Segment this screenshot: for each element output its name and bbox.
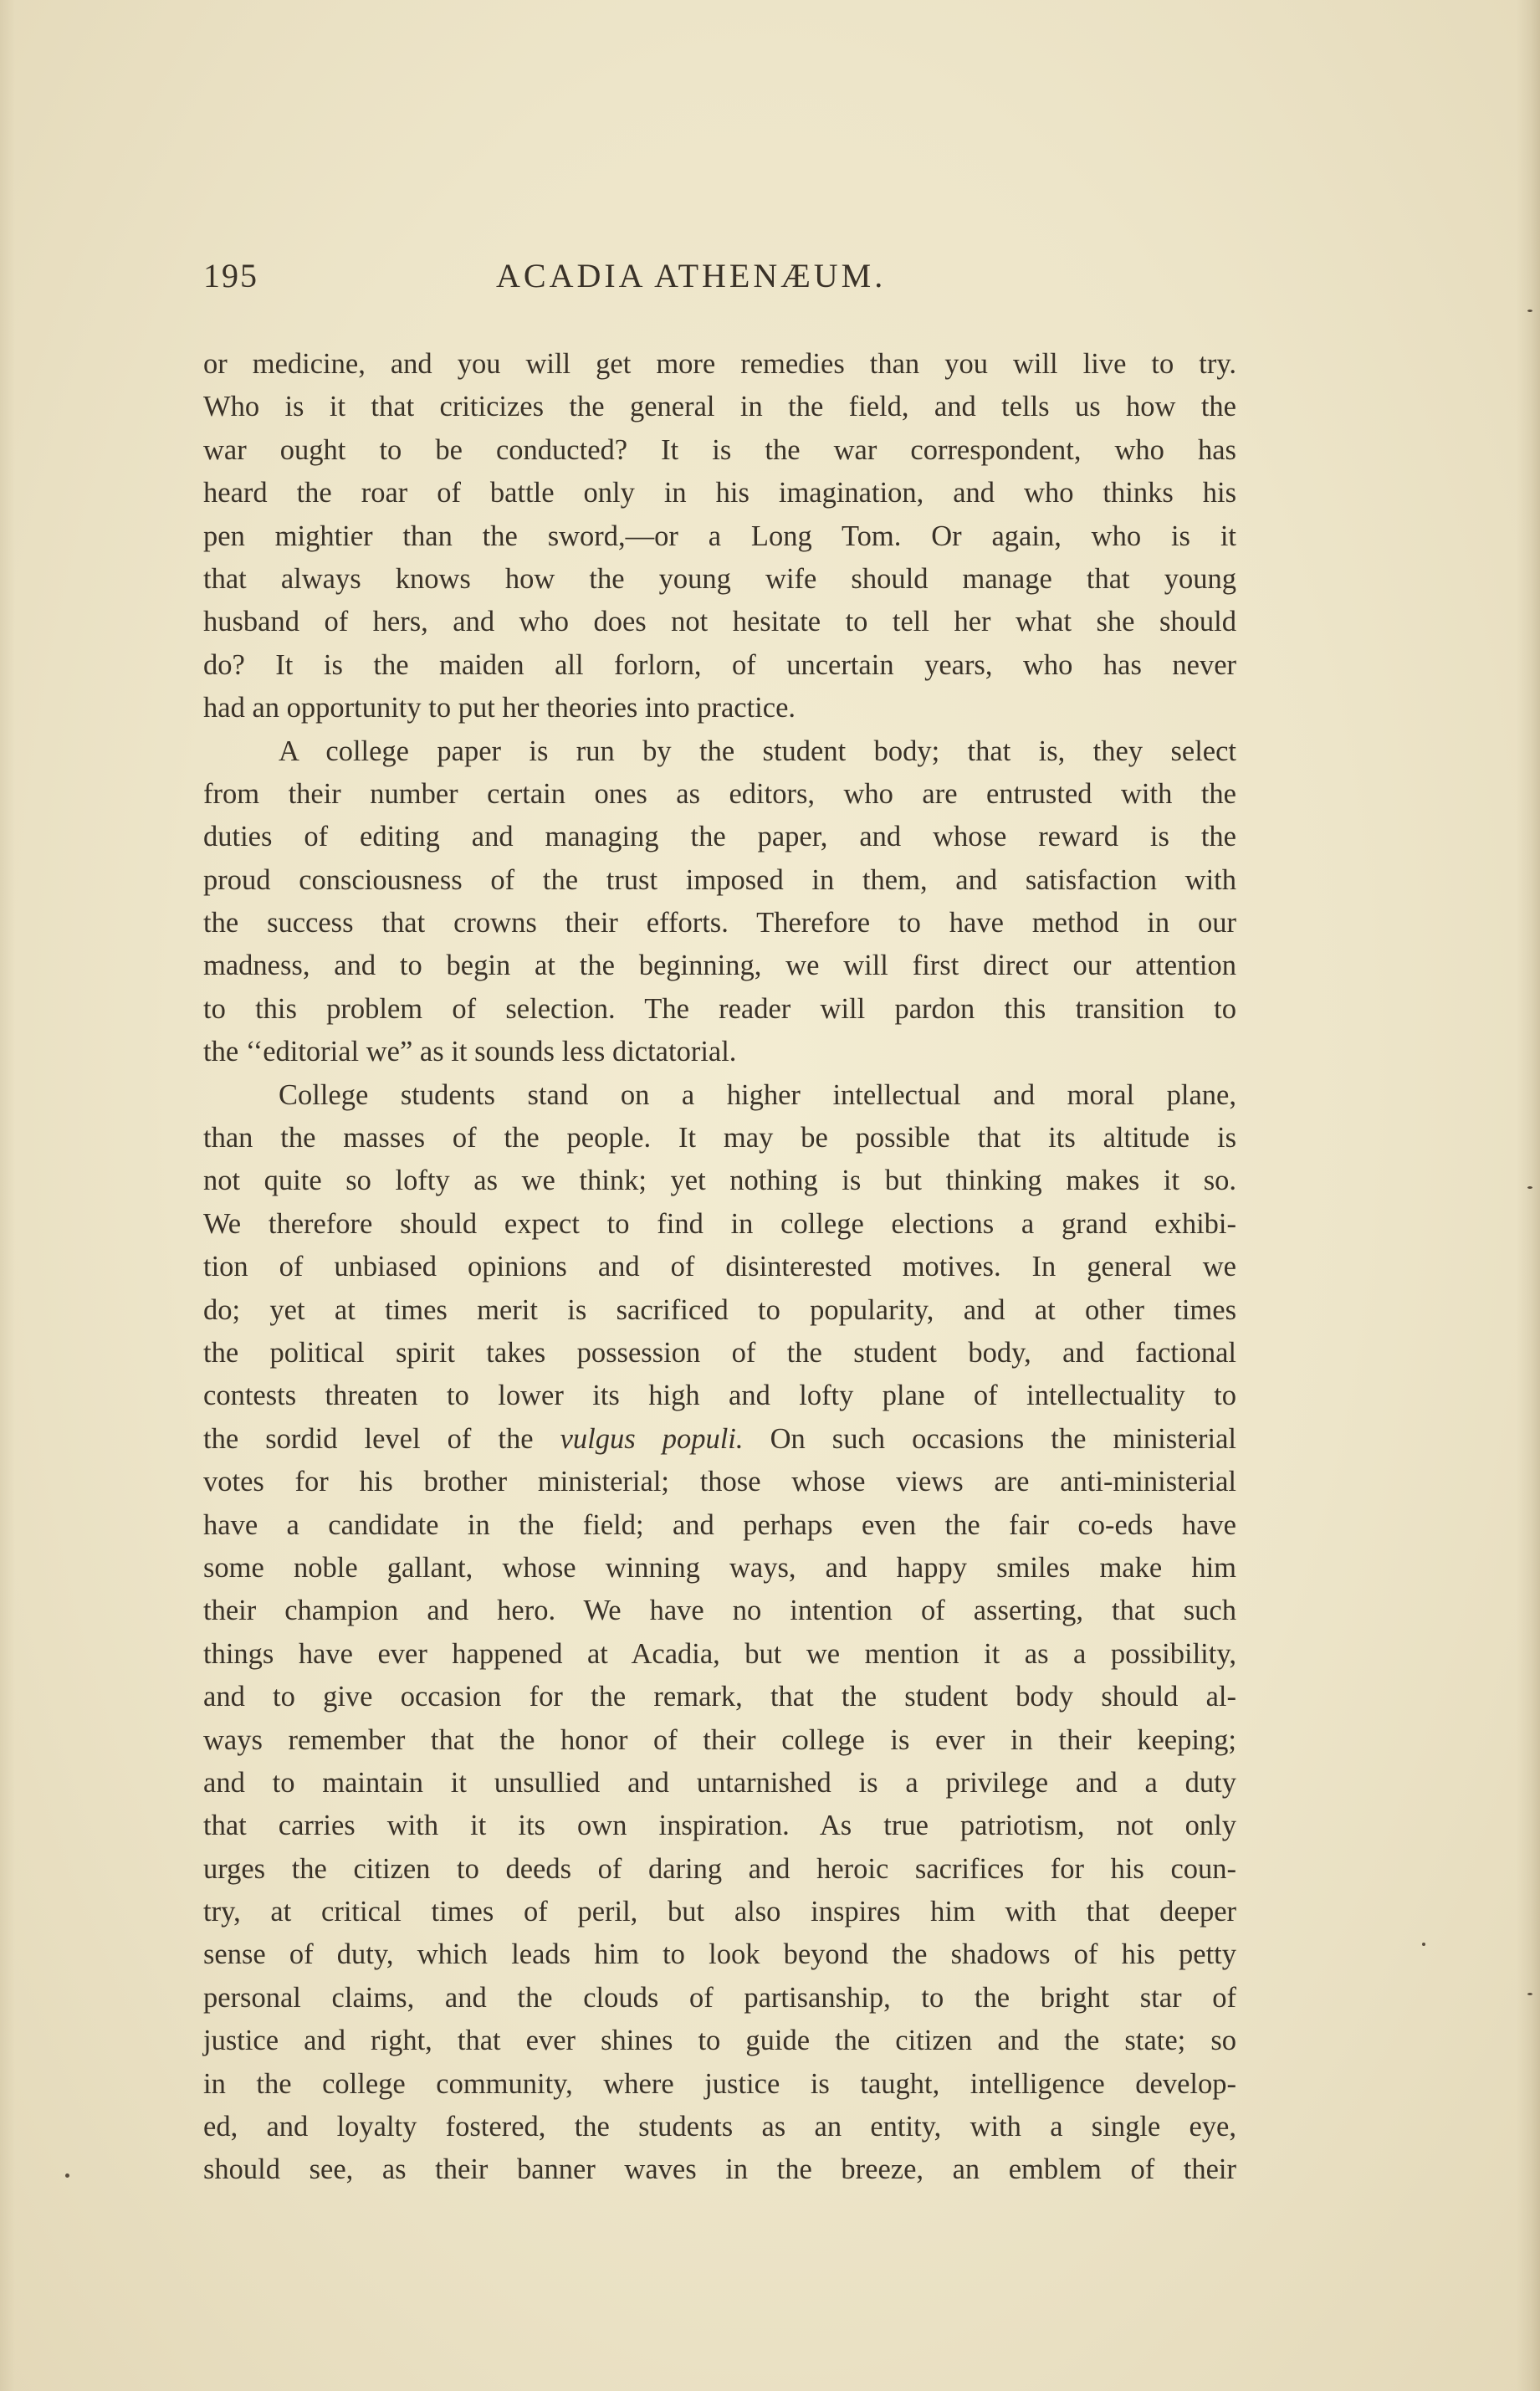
text-line: madness, and to begin at the beginning, we will first direct our attention — [203, 950, 1236, 982]
paper-speck — [1527, 310, 1532, 312]
text-line: proud consciousness of the trust imposed in them, and satisfaction with — [203, 863, 1236, 896]
text-line: in the college community, where justice is taught, intelligence develop- — [203, 2067, 1236, 2100]
running-head — [203, 256, 1257, 306]
page-left-shadow — [0, 0, 15, 2391]
text-line: do; yet at times merit is sacrificed to popularity, and at other times — [203, 1293, 1236, 1326]
text-line: from their number certain ones as editors, who are entrusted with the — [203, 777, 1236, 810]
text-line: votes for his brother ministerial; those whose views are anti-ministerial — [203, 1466, 1236, 1498]
text-line: or medicine, and you will get more remedies than you will live to try. — [203, 348, 1236, 380]
page-number: 195 — [203, 257, 258, 294]
paragraph-first-line: College students stand on a higher intellectual and moral plane, — [279, 1078, 1236, 1111]
text-line: had an opportunity to put her theories into practice. — [203, 692, 796, 724]
text-line: that carries with it its own inspiration. As true patriotism, not only — [203, 1810, 1236, 1842]
text-line: their champion and hero. We have no intention of asserting, that such — [203, 1595, 1236, 1627]
text-line: and to give occasion for the remark, that the student body should al- — [203, 1681, 1236, 1713]
text-line: not quite so lofty as we think; yet nothing is but thinking makes it so. — [203, 1165, 1236, 1197]
text-line: the ‘‘editorial we” as it sounds less dictatorial. — [203, 1036, 737, 1068]
text-line: sense of duty, which leads him to look beyond the shadows of his petty — [203, 1938, 1236, 1971]
paper-speck — [1527, 1993, 1532, 1995]
text-line: husband of hers, and who does not hesitate to tell her what she should — [203, 606, 1236, 638]
text-line: ways remember that the honor of their college is ever in their keeping; — [203, 1723, 1236, 1756]
text-line: try, at critical times of peril, but also inspires him with that deeper — [203, 1896, 1236, 1928]
text-line: that always knows how the young wife should manage that young — [203, 562, 1236, 595]
text-line: heard the roar of battle only in his imagination, and who thinks his — [203, 477, 1236, 509]
italic-latin-phrase: vulgus populi. — [560, 1422, 744, 1455]
text-segment: the sordid level of the — [203, 1422, 534, 1455]
text-line: the political spirit takes possession of the student body, and factional — [203, 1336, 1236, 1369]
text-line: tion of unbiased opinions and of disinterested motives. In general we — [203, 1251, 1236, 1283]
text-line: ed, and loyalty fostered, the students as an entity, with a single eye, — [203, 2111, 1236, 2143]
text-line: justice and right, that ever shines to guide the citizen and the state; so — [203, 2025, 1236, 2057]
text-line: than the masses of the people. It may be possible that its altitude is — [203, 1122, 1236, 1155]
paper-speck — [1422, 1943, 1425, 1946]
text-line: should see, as their banner waves in the breeze, an emblem of their — [203, 2153, 1236, 2186]
text-line: things have ever happened at Acadia, but we mention it as a possibility, — [203, 1637, 1236, 1670]
text-line: and to maintain it unsullied and untarnished is a privilege and a duty — [203, 1766, 1236, 1799]
text-line: contests threaten to lower its high and lofty plane of intellectuality to — [203, 1380, 1236, 1412]
paragraph-first-line: A college paper is run by the student body; that is, they select — [279, 735, 1236, 767]
article-text — [203, 343, 1236, 2192]
text-line: war ought to be conducted? It is the war correspondent, who has — [203, 433, 1236, 466]
text-line: the success that crowns their efforts. Therefore to have method in our — [203, 907, 1236, 940]
text-line: some noble gallant, whose winning ways, and happy smiles make him — [203, 1551, 1236, 1584]
text-line: duties of editing and managing the paper, and whose reward is the — [203, 821, 1236, 853]
paper-speck — [65, 2173, 69, 2178]
text-line: pen mightier than the sword,—or a Long Tom. Or again, who is it — [203, 520, 1236, 552]
paper-speck — [1527, 1186, 1532, 1189]
text-line: urges the citizen to deeds of daring and heroic sacrifices for his coun- — [203, 1852, 1236, 1885]
page-right-edge — [1517, 0, 1540, 2391]
journal-title: ACADIA ATHENÆUM. — [496, 257, 887, 294]
text-line: Who is it that criticizes the general in the field, and tells us how the — [203, 391, 1236, 423]
text-line-with-italic — [203, 1418, 1236, 1461]
text-line: do? It is the maiden all forlorn, of uncertain years, who has never — [203, 648, 1236, 681]
text-line: have a candidate in the field; and perhaps even the fair co-eds have — [203, 1508, 1236, 1541]
text-segment: On such occasions the ministerial — [770, 1422, 1237, 1455]
text-line: personal claims, and the clouds of partisanship, to the bright star of — [203, 1981, 1236, 2014]
text-line: to this problem of selection. The reader will pardon this transition to — [203, 992, 1236, 1025]
text-line: We therefore should expect to find in college elections a grand exhibi- — [203, 1207, 1236, 1240]
